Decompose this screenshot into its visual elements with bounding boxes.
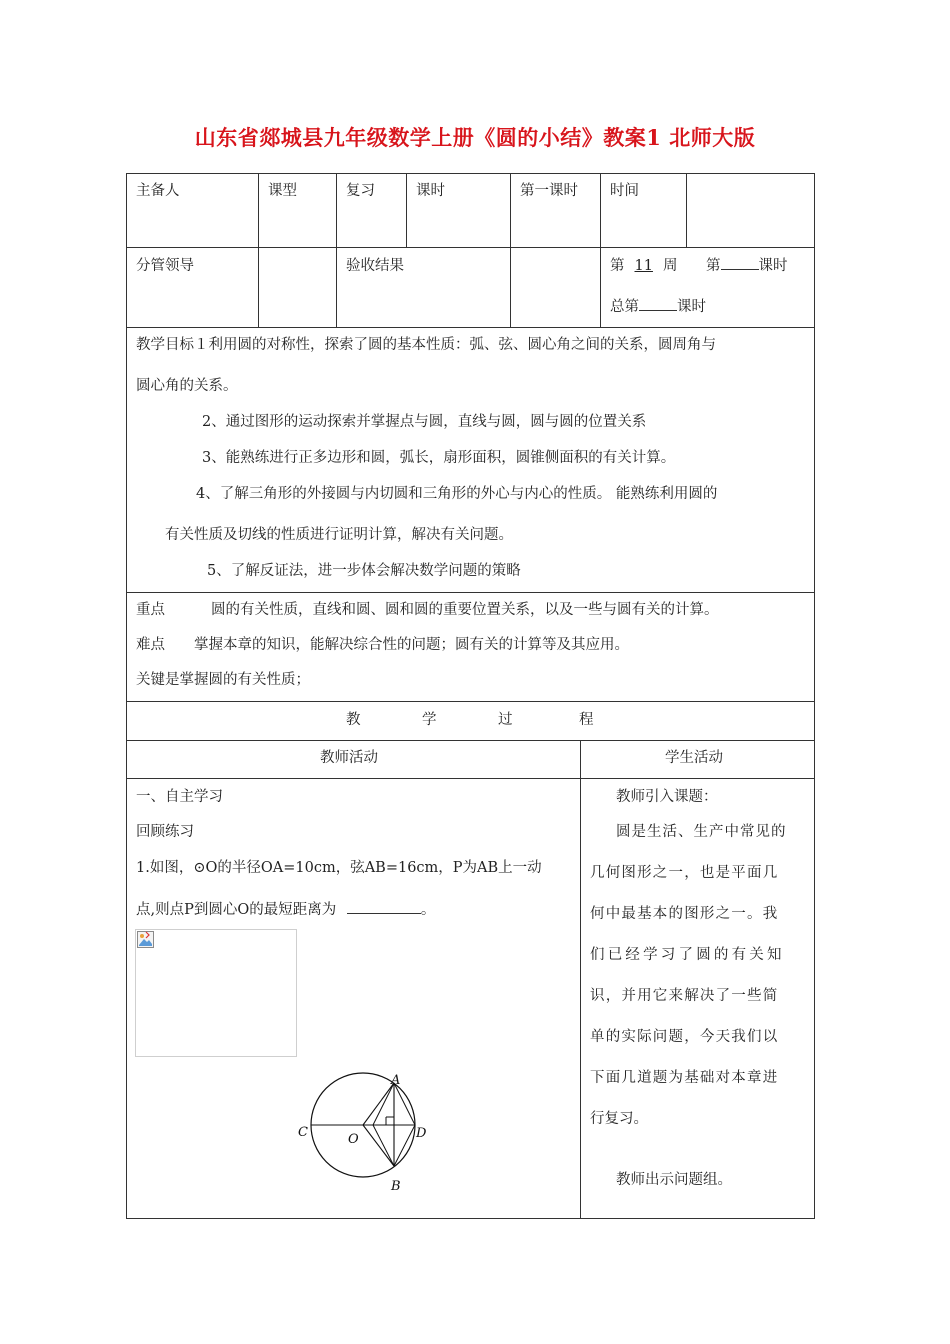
student-line-2: 几何图形之一，也是平面几 bbox=[590, 865, 779, 881]
process-heading-2: 学 bbox=[422, 712, 437, 728]
circle-figure bbox=[290, 1063, 440, 1198]
class-info bbox=[706, 254, 788, 275]
student-line-6: 单的实际问题，今天我们以 bbox=[590, 1029, 779, 1045]
radius-ob bbox=[363, 1125, 394, 1166]
class-blank bbox=[721, 257, 759, 270]
segment-ad bbox=[394, 1083, 415, 1125]
radius-oa bbox=[363, 1083, 394, 1125]
time-label: 时间 bbox=[610, 183, 639, 199]
preparer-label: 主备人 bbox=[136, 183, 180, 199]
segment-b-o bbox=[373, 1125, 394, 1166]
key-text: 圆的有关性质，直线和圆、圆和圆的重要位置关系，以及一些与圆有关的计算。 bbox=[211, 602, 719, 618]
label-o: O bbox=[348, 1132, 359, 1147]
question-1a: 1.如图，⊙O的半径OA=10cm，弦AB=16cm，P为AB上一动 bbox=[136, 860, 542, 876]
objective-2: 2、通过图形的运动探索并掌握点与圆，直线与圆，圆与圆的位置关系 bbox=[202, 414, 647, 430]
page-title: 山东省郯城县九年级数学上册《圆的小结》教案1 北师大版 bbox=[194, 125, 756, 150]
student-line-5: 识，并用它来解决了一些简 bbox=[590, 988, 779, 1004]
student-intro: 教师引入课题： bbox=[616, 789, 718, 805]
process-heading-3: 过 bbox=[498, 712, 513, 728]
period-label: 课时 bbox=[416, 183, 445, 199]
week-prefix: 第 bbox=[610, 258, 625, 274]
question-1b: 点,则点P到圆心O的最短距离为 bbox=[136, 902, 337, 918]
segment-a-o bbox=[373, 1083, 394, 1125]
week-suffix: 周 bbox=[662, 258, 678, 274]
class-suffix: 课时 bbox=[758, 258, 788, 274]
student-line-8: 行复习。 bbox=[590, 1111, 648, 1127]
lesson-type-label: 课型 bbox=[268, 183, 297, 199]
broken-image-icon bbox=[137, 931, 154, 948]
student-line-1: 圆是生活、生产中常见的 bbox=[616, 824, 787, 840]
total-prefix: 总第 bbox=[610, 299, 639, 315]
label-b: B bbox=[391, 1179, 401, 1194]
crux-text: 关键是掌握圆的有关性质； bbox=[136, 672, 310, 688]
objective-4a: 4、了解三角形的外接圆与内切圆和三角形的外心与内心的性质。 能熟练利用圆的 bbox=[196, 486, 718, 502]
process-heading-1: 教 bbox=[346, 712, 361, 728]
image-placeholder bbox=[135, 929, 297, 1057]
objective-1b: 圆心角的关系。 bbox=[136, 378, 238, 394]
objective-1a: 教学目标１利用圆的对称性，探索了圆的基本性质：弧、弦、圆心角之间的关系，圆周角与 bbox=[136, 337, 716, 353]
review-heading: 回顾练习 bbox=[136, 824, 194, 840]
result-label: 验收结果 bbox=[346, 258, 404, 274]
label-a: A bbox=[391, 1073, 401, 1088]
question-1b-line bbox=[136, 898, 435, 919]
period-value: 第一课时 bbox=[520, 183, 578, 199]
student-column-header: 学生活动 bbox=[665, 750, 723, 766]
week-info bbox=[610, 254, 677, 275]
student-show: 教师出示问题组。 bbox=[616, 1172, 732, 1188]
process-heading-4: 程 bbox=[579, 712, 594, 728]
objective-3: 3、能熟练进行正多边形和圆，弧长，扇形面积，圆锥侧面积的有关计算。 bbox=[202, 450, 676, 466]
label-d: D bbox=[416, 1126, 427, 1141]
total-blank bbox=[639, 298, 677, 311]
student-line-3: 何中最基本的图形之一。我 bbox=[590, 906, 779, 922]
objective-4b: 有关性质及切线的性质进行证明计算，解决有关问题。 bbox=[165, 527, 513, 543]
class-prefix: 第 bbox=[706, 258, 721, 274]
objective-5: 5、了解反证法，进一步体会解决数学问题的策略 bbox=[207, 563, 521, 579]
teacher-column-header: 教师活动 bbox=[320, 750, 378, 766]
answer-blank bbox=[347, 901, 421, 914]
difficult-label: 难点 bbox=[136, 637, 165, 653]
total-info bbox=[610, 295, 706, 316]
lesson-type-value: 复习 bbox=[346, 183, 375, 199]
student-line-7: 下面几道题为基础对本章进 bbox=[590, 1070, 779, 1086]
student-line-4: 们已经学习了圆的有关知 bbox=[590, 947, 785, 963]
supervisor-label: 分管领导 bbox=[136, 258, 194, 274]
week-number: 11 bbox=[634, 258, 653, 274]
total-suffix: 课时 bbox=[677, 299, 706, 315]
section-heading: 一、自主学习 bbox=[136, 789, 223, 805]
segment-bd bbox=[394, 1125, 415, 1166]
question-1-end: 。 bbox=[420, 902, 436, 918]
label-c: C bbox=[298, 1125, 308, 1140]
key-label: 重点 bbox=[136, 602, 165, 618]
difficult-text: 掌握本章的知识，能解决综合性的问题；圆有关的计算等及其应用。 bbox=[194, 637, 629, 653]
